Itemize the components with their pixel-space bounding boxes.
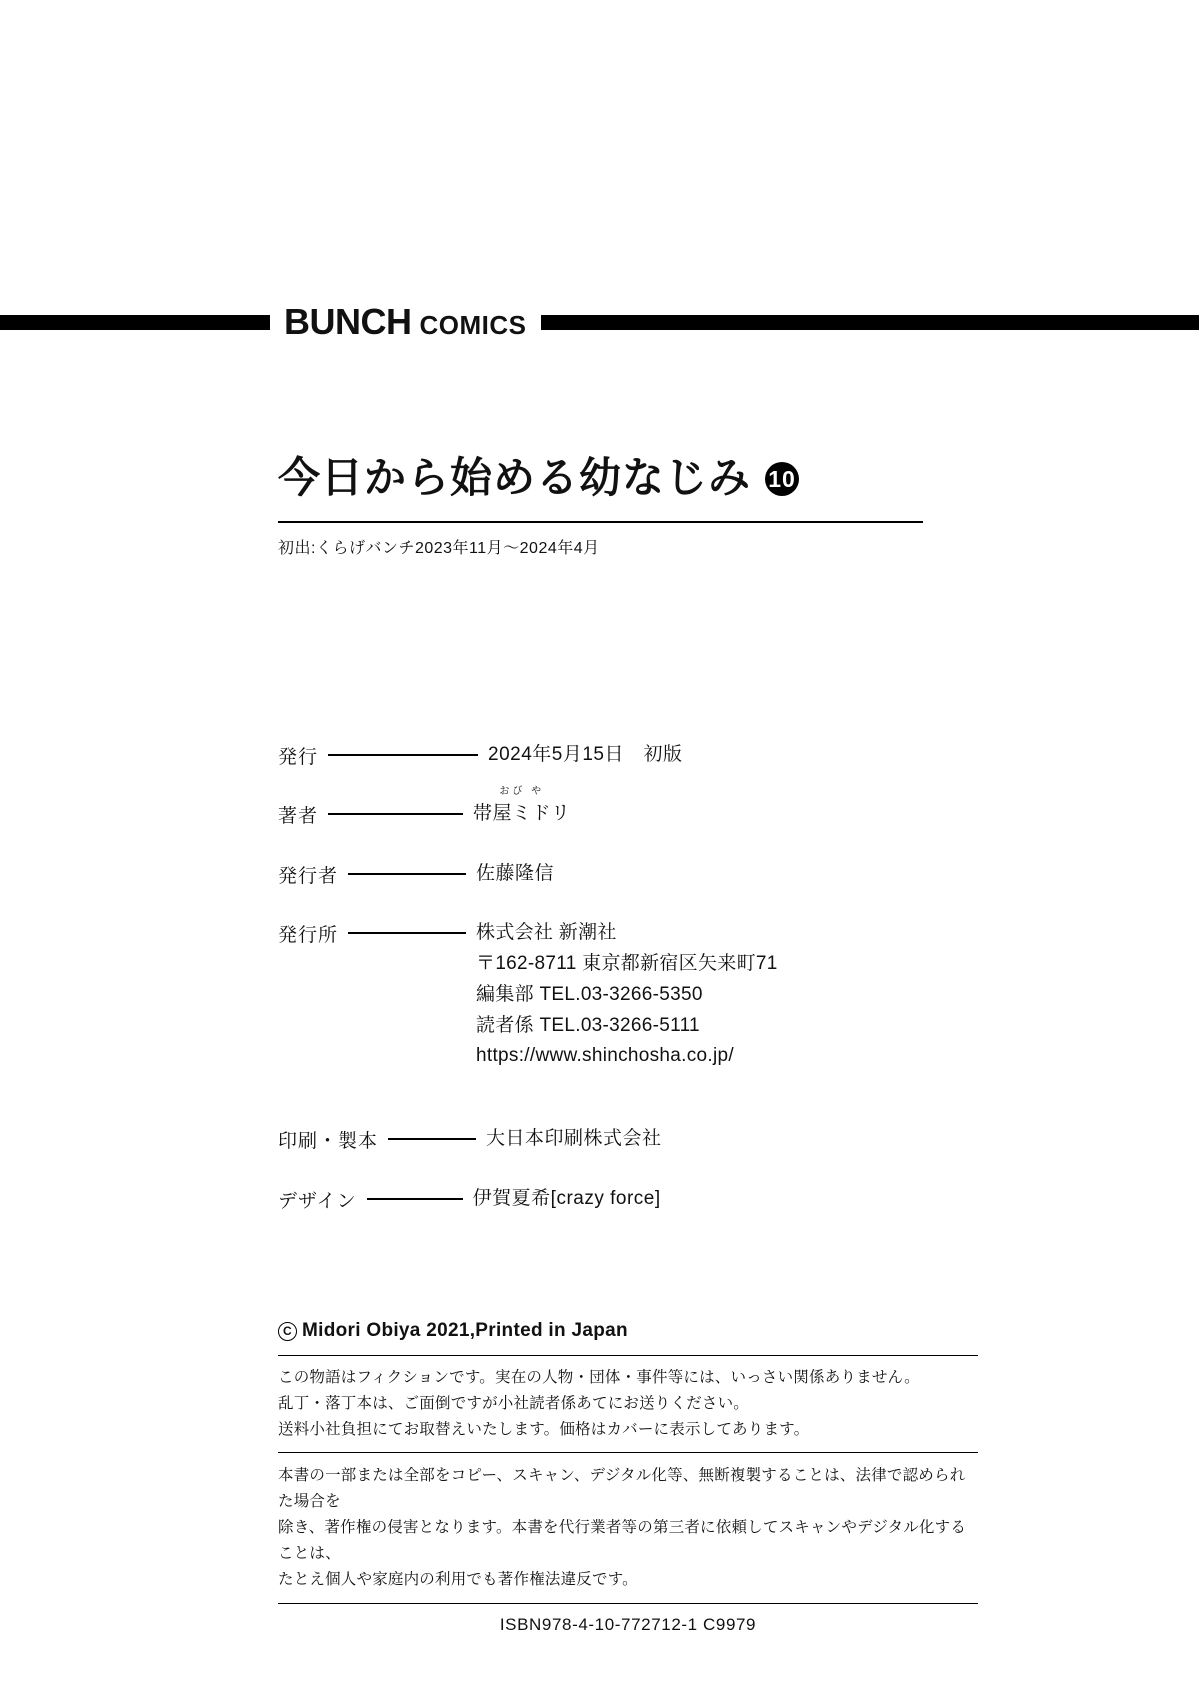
publisher-website-url[interactable]: https://www.shinchosha.co.jp/: [476, 1045, 734, 1067]
copyright-line: [278, 1320, 978, 1342]
title-block: [278, 455, 968, 558]
row-label-publisher-company: 発行所: [278, 925, 339, 947]
fiction-disclaimer: [278, 1356, 978, 1452]
note-line-3: 送料小社負担にてお取替えいたします。価格はカバーに表示してあります。: [278, 1421, 810, 1439]
copyright-warning: [278, 1453, 978, 1603]
book-title-text: 今日から始める幼なじみ: [278, 454, 752, 501]
row-value-author: [473, 786, 571, 828]
note-line-5: 除き、著作権の侵害となります。本書を代行業者等の第三者に依頼してスキャンやデジタル化することは、: [278, 1519, 967, 1563]
author-ruby-text: おび や: [499, 786, 545, 798]
brand-main-text: BUNCH: [284, 301, 412, 342]
note-line-4: 本書の一部または全部をコピー、スキャン、デジタル化等、無断複製することは、法律で認められた場合を: [278, 1467, 966, 1511]
row-value-design: 伊賀夏希[crazy force]: [472, 1187, 661, 1209]
title-divider: [278, 521, 923, 523]
isbn-code: ISBN978-4-10-772712-1 C9979: [499, 1615, 757, 1635]
publisher-reader-tel: 読者係 TEL.03-3266-5111: [476, 1014, 700, 1036]
row-dash: [348, 873, 466, 875]
note-line-1: この物語はフィクションです。実在の人物・団体・事件等には、いっさい関係ありません。: [278, 1369, 920, 1386]
row-label-publisher-person: 発行者: [278, 865, 339, 887]
banner-rule-right: [541, 315, 1199, 330]
row-dash: [388, 1138, 476, 1140]
publisher-address: 〒162-8711 東京都新宿区矢来町71: [476, 953, 778, 975]
row-value-printing: 大日本印刷株式会社: [486, 1128, 662, 1150]
colophon-row-design: [278, 1184, 998, 1213]
colophon-row-author: [278, 786, 998, 828]
colophon-row-publisher-company: [278, 918, 998, 1072]
publisher-editorial-tel: 編集部 TEL.03-3266-5350: [476, 983, 703, 1005]
row-label-printing: 印刷・製本: [278, 1131, 379, 1153]
publisher-company-name: 株式会社 新潮社: [476, 922, 617, 944]
row-dash: [328, 754, 478, 756]
legal-notes-block: [278, 1355, 978, 1635]
row-value-publisher-person: 佐藤隆信: [476, 862, 555, 884]
volume-number-badge: 10: [765, 462, 799, 496]
row-value-publication-date: 2024年5月15日 初版: [488, 744, 683, 765]
note-line-2: 乱丁・落丁本は、ご面倒ですが小社読者係あてにお送りください。: [278, 1395, 750, 1413]
book-title: [278, 455, 968, 501]
row-label-author: 著者: [278, 806, 319, 828]
colophon-list: [278, 740, 998, 1243]
author-name-text: 帯屋ミドリ: [473, 803, 571, 825]
brand-sub-text: COMICS: [419, 310, 527, 340]
bunch-comics-logo: [270, 301, 541, 342]
colophon-row-publisher-person: [278, 859, 998, 888]
row-dash: [348, 932, 466, 934]
colophon-row-publication-date: [278, 740, 998, 769]
row-dash: [328, 813, 463, 815]
banner-rule-left: [0, 315, 270, 330]
note-line-6: たとえ個人や家庭内の利用でも著作権法違反です。: [278, 1571, 638, 1589]
copyright-text: Midori Obiya 2021,Printed in Japan: [302, 1320, 628, 1341]
bunch-comics-banner: [0, 300, 1199, 344]
copyright-icon: C: [278, 1322, 297, 1341]
row-dash: [367, 1198, 463, 1200]
serialization-info: 初出:くらげバンチ2023年11月〜2024年4月: [278, 540, 600, 558]
row-value-publisher-company: [476, 918, 778, 1072]
colophon-row-printing: [278, 1124, 998, 1153]
row-label-publication-date: 発行: [278, 747, 319, 768]
author-name-with-ruby: [473, 786, 571, 828]
row-label-design: デザイン: [278, 1190, 357, 1212]
